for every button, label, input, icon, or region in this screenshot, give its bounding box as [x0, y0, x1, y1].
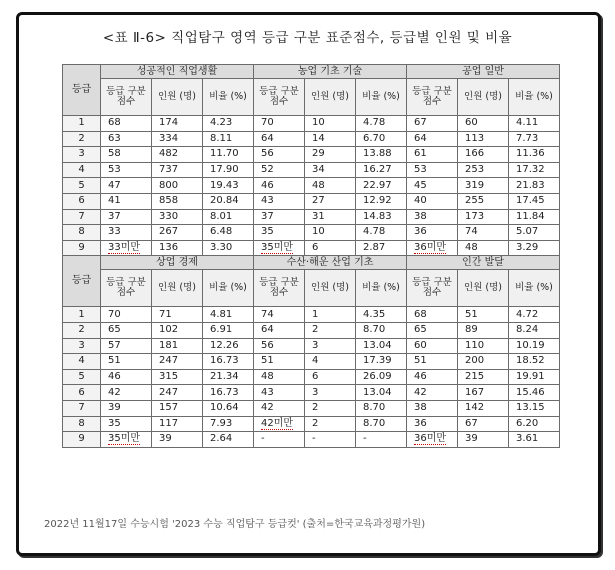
table-row: [63, 432, 560, 448]
ratio-cell: 17.39: [356, 354, 407, 370]
grade-cell: 4: [63, 162, 101, 178]
ratio-header: 비율 (%): [203, 79, 254, 116]
table-row: [63, 240, 560, 256]
count-header: 인원 (명): [152, 270, 203, 307]
cut-score-cell: 36미만: [407, 240, 458, 256]
count-cell: 482: [152, 147, 203, 163]
ratio-cell: 3.30: [203, 240, 254, 256]
grade-cell: 1: [63, 307, 101, 323]
cut-score-cell: 41: [101, 193, 152, 209]
source-caption: 2022년 11월17일 수능시험 '2023 수능 직업탐구 등급컷' (출처=한국교육과정평가원): [44, 519, 426, 530]
cut-score-cell: 64: [407, 131, 458, 147]
ratio-cell: 8.11: [203, 131, 254, 147]
ratio-cell: 22.97: [356, 178, 407, 194]
table-row: [63, 400, 560, 416]
count-cell: 27: [305, 193, 356, 209]
table-row: [63, 385, 560, 401]
count-cell: 319: [458, 178, 509, 194]
ratio-cell: 4.11: [509, 116, 560, 132]
grade-header: 등급: [63, 256, 101, 307]
count-header: 인원 (명): [305, 79, 356, 116]
count-cell: 34: [305, 162, 356, 178]
grade-cell: 2: [63, 322, 101, 338]
cut-score-cell: 36: [407, 225, 458, 241]
count-cell: 51: [458, 307, 509, 323]
ratio-cell: 10.19: [509, 338, 560, 354]
cut-score-cell: 64: [254, 131, 305, 147]
grade-cell: 1: [63, 116, 101, 132]
ratio-cell: 16.73: [203, 354, 254, 370]
ratio-cell: 15.46: [509, 385, 560, 401]
cut-score-cell: 47: [101, 178, 152, 194]
grade-cell: 6: [63, 193, 101, 209]
table-title: <표 Ⅱ-6> 직업탐구 영역 등급 구분 표준점수, 등급별 인원 및 비율: [102, 30, 513, 46]
ratio-cell: 5.07: [509, 225, 560, 241]
table-row: [63, 116, 560, 132]
cut-score-cell: 52: [254, 162, 305, 178]
ratio-cell: 16.73: [203, 385, 254, 401]
ratio-cell: 11.36: [509, 147, 560, 163]
table-row: [63, 307, 560, 323]
count-cell: 166: [458, 147, 509, 163]
cut-score-cell: 37: [101, 209, 152, 225]
cut-score-cell: 35미만: [101, 432, 152, 448]
cut-score-cell: 39: [101, 400, 152, 416]
cut-score-cell: 46: [254, 178, 305, 194]
ratio-cell: 19.43: [203, 178, 254, 194]
cut-score-header: 등급 구분 점수: [254, 270, 305, 307]
ratio-cell: 3.29: [509, 240, 560, 256]
cut-score-cell: 51: [101, 354, 152, 370]
count-cell: 39: [152, 432, 203, 448]
count-cell: 31: [305, 209, 356, 225]
count-cell: 110: [458, 338, 509, 354]
ratio-cell: 10.64: [203, 400, 254, 416]
count-cell: 102: [152, 322, 203, 338]
grade-cell: 3: [63, 147, 101, 163]
cut-score-cell: 68: [407, 307, 458, 323]
grade-cell: 8: [63, 416, 101, 432]
count-cell: 247: [152, 354, 203, 370]
subject-header: 수산·해운 산업 기초: [254, 256, 407, 270]
ratio-cell: 2.87: [356, 240, 407, 256]
count-cell: 136: [152, 240, 203, 256]
cut-score-cell: 33: [101, 225, 152, 241]
count-header: 인원 (명): [152, 79, 203, 116]
ratio-cell: 8.70: [356, 322, 407, 338]
table-row: [63, 178, 560, 194]
count-cell: 247: [152, 385, 203, 401]
ratio-cell: 11.70: [203, 147, 254, 163]
cut-score-cell: 68: [101, 116, 152, 132]
grade-cell: 7: [63, 400, 101, 416]
ratio-cell: 2.64: [203, 432, 254, 448]
cut-score-cell: 43: [254, 385, 305, 401]
ratio-cell: 17.90: [203, 162, 254, 178]
cut-score-cell: 51: [407, 354, 458, 370]
count-cell: 157: [152, 400, 203, 416]
count-cell: 215: [458, 369, 509, 385]
count-cell: 2: [305, 322, 356, 338]
ratio-cell: 17.45: [509, 193, 560, 209]
count-cell: 255: [458, 193, 509, 209]
count-header: 인원 (명): [458, 270, 509, 307]
subject-header: 농업 기초 기술: [254, 65, 407, 79]
cut-score-cell: 57: [101, 338, 152, 354]
cut-score-cell: 42: [407, 385, 458, 401]
cut-score-cell: 53: [101, 162, 152, 178]
cut-score-header: 등급 구분 점수: [407, 79, 458, 116]
count-cell: 117: [152, 416, 203, 432]
grade-cell: 5: [63, 178, 101, 194]
count-header: 인원 (명): [305, 270, 356, 307]
ratio-cell: 6.20: [509, 416, 560, 432]
subject-header: 인간 발달: [407, 256, 560, 270]
cut-score-cell: 56: [254, 147, 305, 163]
count-cell: 858: [152, 193, 203, 209]
count-header: 인원 (명): [458, 79, 509, 116]
subject-header: 성공적인 직업생활: [101, 65, 254, 79]
count-cell: 48: [305, 178, 356, 194]
count-cell: 14: [305, 131, 356, 147]
cut-score-cell: 45: [407, 178, 458, 194]
table-row: [63, 209, 560, 225]
count-cell: 6: [305, 240, 356, 256]
ratio-cell: 11.84: [509, 209, 560, 225]
count-cell: 737: [152, 162, 203, 178]
count-cell: 60: [458, 116, 509, 132]
cut-score-cell: 51: [254, 354, 305, 370]
ratio-cell: 12.92: [356, 193, 407, 209]
ratio-cell: 4.78: [356, 225, 407, 241]
ratio-cell: 3.61: [509, 432, 560, 448]
ratio-cell: 17.32: [509, 162, 560, 178]
count-cell: 800: [152, 178, 203, 194]
ratio-cell: 18.52: [509, 354, 560, 370]
cut-score-cell: 53: [407, 162, 458, 178]
ratio-cell: 14.83: [356, 209, 407, 225]
cut-score-cell: 35미만: [254, 240, 305, 256]
count-cell: 6: [305, 369, 356, 385]
ratio-cell: 13.15: [509, 400, 560, 416]
cut-score-cell: 70: [101, 307, 152, 323]
count-cell: 267: [152, 225, 203, 241]
cut-score-cell: 48: [254, 369, 305, 385]
ratio-header: 비율 (%): [356, 79, 407, 116]
table-row: [63, 322, 560, 338]
cut-score-cell: 46: [407, 369, 458, 385]
cut-score-cell: 38: [407, 400, 458, 416]
table-row: [63, 369, 560, 385]
cut-score-cell: 58: [101, 147, 152, 163]
table-row: [63, 147, 560, 163]
ratio-cell: 13.04: [356, 385, 407, 401]
cut-score-cell: -: [254, 432, 305, 448]
ratio-header: 비율 (%): [203, 270, 254, 307]
cut-score-cell: 63: [101, 131, 152, 147]
cut-score-cell: 35: [254, 225, 305, 241]
ratio-cell: 26.09: [356, 369, 407, 385]
ratio-cell: 7.93: [203, 416, 254, 432]
subject-header: 공업 일반: [407, 65, 560, 79]
count-cell: 10: [305, 116, 356, 132]
grade-cell: 2: [63, 131, 101, 147]
grade-table: [62, 64, 560, 448]
ratio-cell: 20.84: [203, 193, 254, 209]
table-row: [63, 354, 560, 370]
table-row: [63, 131, 560, 147]
ratio-cell: 13.04: [356, 338, 407, 354]
cut-score-cell: 42: [254, 400, 305, 416]
cut-score-cell: 36: [407, 416, 458, 432]
count-cell: 71: [152, 307, 203, 323]
count-cell: 253: [458, 162, 509, 178]
ratio-cell: 6.70: [356, 131, 407, 147]
count-cell: 39: [458, 432, 509, 448]
ratio-header: 비율 (%): [509, 270, 560, 307]
cut-score-cell: 42미만: [254, 416, 305, 432]
ratio-header: 비율 (%): [509, 79, 560, 116]
count-cell: -: [305, 432, 356, 448]
table-row: [63, 193, 560, 209]
grade-cell: 8: [63, 225, 101, 241]
count-cell: 89: [458, 322, 509, 338]
grade-cell: 3: [63, 338, 101, 354]
cut-score-cell: 40: [407, 193, 458, 209]
ratio-cell: 8.24: [509, 322, 560, 338]
count-cell: 3: [305, 338, 356, 354]
count-cell: 2: [305, 400, 356, 416]
count-cell: 74: [458, 225, 509, 241]
cut-score-header: 등급 구분 점수: [407, 270, 458, 307]
ratio-header: 비율 (%): [356, 270, 407, 307]
cut-score-header: 등급 구분 점수: [254, 79, 305, 116]
cut-score-cell: 67: [407, 116, 458, 132]
grade-cell: 9: [63, 432, 101, 448]
ratio-cell: 8.70: [356, 416, 407, 432]
grade-cell: 5: [63, 369, 101, 385]
ratio-cell: 12.26: [203, 338, 254, 354]
table-row: [63, 338, 560, 354]
count-cell: 113: [458, 131, 509, 147]
cut-score-cell: 65: [101, 322, 152, 338]
table-row: [63, 416, 560, 432]
ratio-cell: 6.48: [203, 225, 254, 241]
subject-header: 상업 경제: [101, 256, 254, 270]
count-cell: 315: [152, 369, 203, 385]
grade-cell: 9: [63, 240, 101, 256]
ratio-cell: 4.81: [203, 307, 254, 323]
count-cell: 174: [152, 116, 203, 132]
ratio-cell: 8.70: [356, 400, 407, 416]
count-cell: 4: [305, 354, 356, 370]
grade-cell: 4: [63, 354, 101, 370]
cut-score-cell: 74: [254, 307, 305, 323]
count-cell: 334: [152, 131, 203, 147]
cut-score-cell: 61: [407, 147, 458, 163]
ratio-cell: 4.78: [356, 116, 407, 132]
grade-cell: 7: [63, 209, 101, 225]
cut-score-header: 등급 구분 점수: [101, 79, 152, 116]
ratio-cell: 4.35: [356, 307, 407, 323]
count-cell: 173: [458, 209, 509, 225]
count-cell: 142: [458, 400, 509, 416]
count-cell: 48: [458, 240, 509, 256]
cut-score-cell: 37: [254, 209, 305, 225]
count-cell: 10: [305, 225, 356, 241]
cut-score-cell: 35: [101, 416, 152, 432]
cut-score-cell: 70: [254, 116, 305, 132]
ratio-cell: 4.72: [509, 307, 560, 323]
table-row: [63, 162, 560, 178]
grade-header: 등급: [63, 65, 101, 116]
cut-score-cell: 42: [101, 385, 152, 401]
cut-score-cell: 60: [407, 338, 458, 354]
cut-score-cell: 38: [407, 209, 458, 225]
grade-cell: 6: [63, 385, 101, 401]
cut-score-cell: 43: [254, 193, 305, 209]
count-cell: 200: [458, 354, 509, 370]
count-cell: 29: [305, 147, 356, 163]
ratio-cell: 8.01: [203, 209, 254, 225]
count-cell: 3: [305, 385, 356, 401]
ratio-cell: 21.34: [203, 369, 254, 385]
ratio-cell: 7.73: [509, 131, 560, 147]
cut-score-cell: 33미만: [101, 240, 152, 256]
count-cell: 2: [305, 416, 356, 432]
cut-score-cell: 64: [254, 322, 305, 338]
cut-score-cell: 36미만: [407, 432, 458, 448]
ratio-cell: 16.27: [356, 162, 407, 178]
ratio-cell: 13.88: [356, 147, 407, 163]
count-cell: 1: [305, 307, 356, 323]
table-row: [63, 225, 560, 241]
ratio-cell: 19.91: [509, 369, 560, 385]
count-cell: 181: [152, 338, 203, 354]
cut-score-cell: 56: [254, 338, 305, 354]
ratio-cell: 4.23: [203, 116, 254, 132]
count-cell: 167: [458, 385, 509, 401]
cut-score-cell: 46: [101, 369, 152, 385]
count-cell: 330: [152, 209, 203, 225]
ratio-cell: 21.83: [509, 178, 560, 194]
ratio-cell: -: [356, 432, 407, 448]
cut-score-cell: 65: [407, 322, 458, 338]
ratio-cell: 6.91: [203, 322, 254, 338]
cut-score-header: 등급 구분 점수: [101, 270, 152, 307]
count-cell: 67: [458, 416, 509, 432]
